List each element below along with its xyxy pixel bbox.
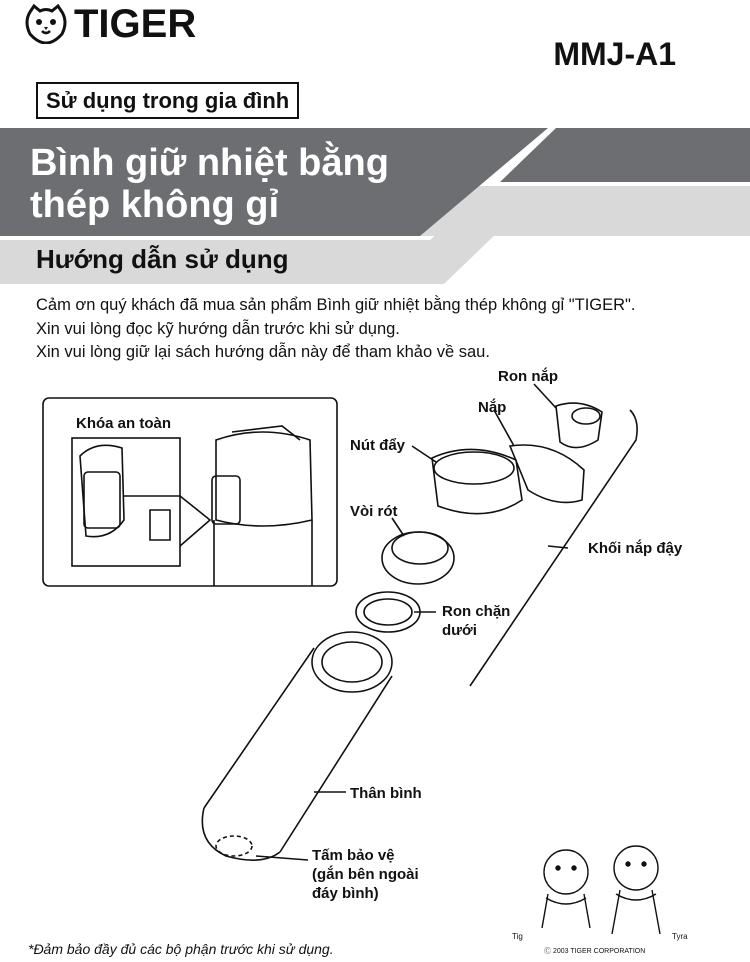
- intro-line-2: Xin vui lòng đọc kỹ hướng dẫn trước khi sử dụng.: [36, 319, 400, 338]
- label-ron-chan-duoi-line-2: dưới: [442, 622, 477, 639]
- title-line-1: Bình giữ nhiệt bằng: [30, 142, 389, 184]
- label-khoi-nap-day: Khối nắp đậy: [588, 540, 683, 557]
- model-number: MMJ-A1: [553, 36, 676, 72]
- inset-label: Khóa an toàn: [76, 415, 172, 432]
- intro-line-3: Xin vui lòng giữ lại sách hướng dẫn này để tham khảo về sau.: [36, 343, 490, 361]
- brand-name: TIGER: [74, 2, 197, 46]
- label-ron-nap: Ron nắp: [498, 368, 558, 385]
- inset-zoom-frame: [72, 438, 180, 566]
- mascot-illustration: [542, 846, 660, 934]
- intro-text: [36, 294, 636, 365]
- label-nap: Nắp: [478, 399, 507, 416]
- label-tam-bao-ve-line-1: Tấm bảo vệ: [312, 847, 395, 864]
- label-ron-chan-duoi-line-1: Ron chặn: [442, 603, 511, 620]
- mascot-name-left: Tig: [512, 932, 523, 941]
- label-voi-rot: Vòi rót: [350, 503, 398, 520]
- label-tam-bao-ve: [312, 846, 419, 903]
- title-line-2: thép không gỉ: [30, 184, 280, 226]
- page-subtitle: Hướng dẫn sử dụng: [36, 244, 289, 274]
- usage-label: Sử dụng trong gia đình: [36, 82, 299, 119]
- label-nut-day: Nút đẩy: [350, 437, 406, 454]
- product-title: [30, 142, 389, 226]
- mascot-name-right: Tyra: [672, 932, 688, 941]
- copyright: Ⓒ 2003 TIGER CORPORATION: [544, 948, 646, 955]
- label-tam-bao-ve-line-3: đáy bình): [312, 885, 379, 902]
- label-than-binh: Thân bình: [350, 785, 422, 802]
- label-ron-chan-duoi: [442, 602, 510, 640]
- intro-line-1: Cảm ơn quý khách đã mua sản phẩm Bình giữ nhiệt bằng thép không gỉ "TIGER".: [36, 296, 636, 314]
- label-tam-bao-ve-line-2: (gắn bên ngoài: [312, 866, 419, 883]
- footnote: *Đảm bảo đầy đủ các bộ phận trước khi sử dụng.: [28, 941, 334, 957]
